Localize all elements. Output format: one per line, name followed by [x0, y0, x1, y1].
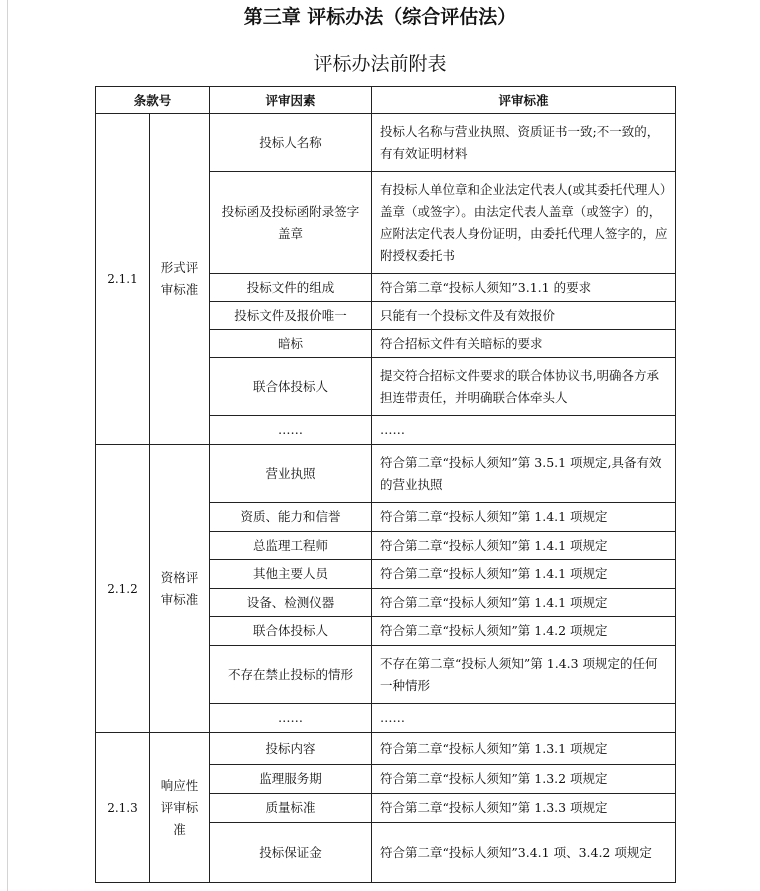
review-factor: ……	[210, 416, 372, 445]
category-label: 形式评审标准	[150, 114, 210, 445]
review-standard: 符合第二章“投标人须知”第 1.4.1 项规定	[372, 532, 676, 560]
review-standard: ……	[372, 704, 676, 733]
table-title: 评标办法前附表	[313, 53, 447, 75]
review-factor: 资质、能力和信誉	[210, 503, 372, 532]
header-factor: 评审因素	[210, 87, 372, 114]
page-edge-line	[7, 0, 8, 891]
review-factor: 投标文件的组成	[210, 274, 372, 302]
review-standard: 有投标人单位章和企业法定代表人(或其委托代理人）盖章（或签字）。由法定代表人盖章（或签字）的，应附法定代表人身份证明，由委托代理人签字的，应附授权委托书	[372, 172, 676, 274]
clause-number: 2.1.2	[96, 445, 150, 733]
review-standard: 符合第二章“投标人须知”第 1.3.1 项规定	[372, 733, 676, 765]
review-standard: 符合第二章“投标人须知”第 1.4.1 项规定	[372, 560, 676, 589]
header-clause: 条款号	[96, 87, 210, 114]
clause-number: 2.1.3	[96, 733, 150, 883]
table-header-row	[96, 87, 676, 114]
review-factor: 投标保证金	[210, 823, 372, 883]
review-factor: 联合体投标人	[210, 358, 372, 416]
review-factor: 设备、检测仪器	[210, 589, 372, 617]
evaluation-table	[95, 86, 676, 883]
review-standard: 投标人名称与营业执照、资质证书一致;不一致的，有有效证明材料	[372, 114, 676, 172]
review-standard: 符合第二章“投标人须知”第 1.3.2 项规定	[372, 765, 676, 794]
review-factor: 投标内容	[210, 733, 372, 765]
table-row	[96, 445, 676, 503]
review-factor: 投标文件及报价唯一	[210, 302, 372, 330]
review-standard: 符合第二章“投标人须知”3.4.1 项、3.4.2 项规定	[372, 823, 676, 883]
review-factor: 不存在禁止投标的情形	[210, 646, 372, 704]
review-standard: 符合第二章“投标人须知”第 3.5.1 项规定,具备有效的营业执照	[372, 445, 676, 503]
header-standard: 评审标准	[372, 87, 676, 114]
table-row	[96, 114, 676, 172]
review-standard: 符合第二章“投标人须知”第 1.3.3 项规定	[372, 794, 676, 823]
clause-number: 2.1.1	[96, 114, 150, 445]
review-standard: 不存在第二章“投标人须知”第 1.4.3 项规定的任何一种情形	[372, 646, 676, 704]
review-standard: 只能有一个投标文件及有效报价	[372, 302, 676, 330]
review-standard: 符合第二章“投标人须知”第 1.4.2 项规定	[372, 617, 676, 646]
review-factor: 投标函及投标函附录签字盖章	[210, 172, 372, 274]
review-factor: ……	[210, 704, 372, 733]
review-factor: 联合体投标人	[210, 617, 372, 646]
review-standard: 符合第二章“投标人须知”3.1.1 的要求	[372, 274, 676, 302]
review-factor: 总监理工程师	[210, 532, 372, 560]
review-factor: 监理服务期	[210, 765, 372, 794]
review-factor: 投标人名称	[210, 114, 372, 172]
review-standard: 符合第二章“投标人须知”第 1.4.1 项规定	[372, 589, 676, 617]
category-label: 响应性评审标准	[150, 733, 210, 883]
review-factor: 其他主要人员	[210, 560, 372, 589]
review-standard: 符合招标文件有关暗标的要求	[372, 330, 676, 358]
chapter-title: 第三章 评标办法（综合评估法）	[243, 6, 517, 28]
review-standard: 提交符合招标文件要求的联合体协议书,明确各方承担连带责任，并明确联合体牵头人	[372, 358, 676, 416]
review-standard: ……	[372, 416, 676, 445]
category-label: 资格评审标准	[150, 445, 210, 733]
review-factor: 营业执照	[210, 445, 372, 503]
table-row	[96, 733, 676, 765]
review-standard: 符合第二章“投标人须知”第 1.4.1 项规定	[372, 503, 676, 532]
review-factor: 暗标	[210, 330, 372, 358]
review-factor: 质量标准	[210, 794, 372, 823]
table-body	[96, 114, 676, 883]
